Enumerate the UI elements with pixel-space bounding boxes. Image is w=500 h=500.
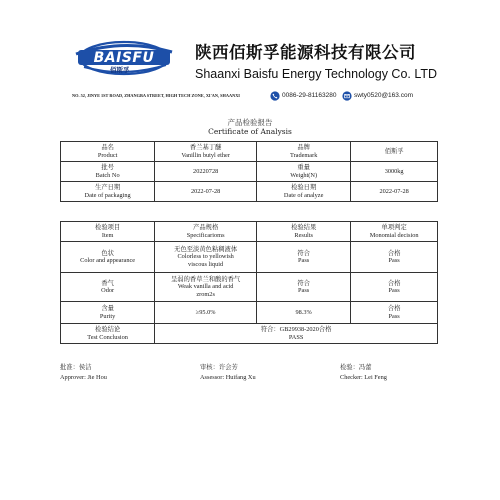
header-cn: 单项判定	[381, 224, 407, 232]
decision-cn: 合格	[387, 249, 401, 257]
assessor-en: Assessor: Huifang Xu	[200, 373, 256, 381]
spec-en: Colorless to yellowish	[177, 253, 234, 261]
label-cn: 检验日期	[291, 184, 317, 192]
result-en: Pass	[298, 287, 310, 294]
decision-en: Pass	[388, 257, 400, 264]
table-row	[61, 182, 438, 202]
product-label	[61, 142, 155, 162]
decision-en: Pass	[388, 312, 400, 320]
spec-cn: 无色至淡黄色粘稠液体	[174, 245, 238, 253]
header-item	[61, 222, 155, 242]
label-en: Product	[97, 151, 118, 159]
label-en: Trademark	[289, 151, 318, 159]
label-en: Weight(N)	[290, 171, 318, 179]
phone-icon	[270, 91, 280, 101]
report-title-en: Certificate of Analysis	[208, 127, 292, 136]
item-en: Odor	[101, 287, 115, 294]
result-cell	[257, 273, 351, 302]
spec-cn: 呈弱的香草兰和酸的香气	[171, 275, 241, 283]
label-cn: 品牌	[297, 144, 310, 152]
value-cn: 香兰基丁醚	[189, 144, 222, 152]
weight-value: 3000kg	[351, 162, 438, 182]
spec-cell: ≥95.0%	[155, 302, 257, 324]
decision-en: Pass	[388, 287, 400, 294]
contact-bar	[72, 89, 422, 103]
spec-en: Weak vanilla and acid	[177, 283, 234, 291]
item-en: Color and appearance	[80, 257, 136, 264]
company-name-en: Shaanxi Baisfu Energy Technology Co. LTD	[195, 67, 438, 81]
value-en: PASS	[288, 333, 304, 341]
packaging-date-value: 2022-07-28	[155, 182, 257, 202]
header-spec	[155, 222, 257, 242]
table-row	[61, 162, 438, 182]
decision-cell	[351, 242, 438, 273]
label-en: Test Conclusion	[87, 333, 128, 341]
item-cn: 香气	[101, 279, 114, 287]
report-title-cn: 产品检验报告	[227, 118, 273, 127]
header-decision	[351, 222, 438, 242]
table-row	[61, 302, 438, 324]
table-header-row	[61, 222, 438, 242]
header-cn: 检验项目	[95, 224, 121, 232]
result-cn: 符合	[297, 279, 310, 287]
checker-cn: 检验：冯蕾	[340, 364, 372, 371]
trademark-value: 佰斯孚	[351, 142, 438, 162]
label-en: Batch No	[95, 171, 120, 179]
email-icon	[342, 91, 352, 101]
approver-en: Approver: Jie Hou	[60, 373, 107, 381]
table-row	[61, 242, 438, 273]
checker-signature	[340, 363, 387, 382]
item-cell	[61, 242, 155, 273]
packaging-date-label	[61, 182, 155, 202]
logo-brand: BAISFU	[93, 50, 155, 66]
value-cn: 符合：GB29938-2020合格	[260, 326, 332, 334]
item-cn: 含量	[101, 305, 114, 313]
value-en: Vanillin butyl ether	[181, 151, 230, 159]
header-results	[257, 222, 351, 242]
label-cn: 生产日期	[95, 184, 121, 192]
company-name-cn: 陕西佰斯孚能源科技有限公司	[195, 43, 416, 62]
batch-label	[61, 162, 155, 182]
label-cn: 重量	[297, 164, 310, 172]
product-info-table	[60, 141, 438, 202]
result-en: Pass	[298, 257, 310, 264]
result-cn: 符合	[297, 249, 310, 257]
product-value	[155, 142, 257, 162]
label-cn: 检验结论	[95, 326, 121, 334]
approver-cn: 批准：侯洁	[60, 364, 92, 371]
label-en: Date of packaging	[84, 191, 131, 199]
header-cn: 检验结果	[291, 224, 317, 232]
result-cell	[257, 242, 351, 273]
label-cn: 批号	[101, 164, 114, 172]
assessor-cn: 审核：许会芳	[200, 364, 238, 371]
header-cn: 产品规格	[193, 224, 219, 232]
item-cell	[61, 302, 155, 324]
address: NO. 52, JINYE 1ST ROAD, ZHANGBA STREET, HIGH TECH ZONE, XI'AN, SHAANXI	[72, 93, 240, 98]
header-en: Monomial decision	[369, 231, 419, 239]
label-en: Date of analyze	[283, 191, 324, 199]
spec-cell	[155, 242, 257, 273]
approver-signature	[60, 363, 107, 382]
checker-en: Checker: Lei Feng	[340, 373, 387, 381]
label-cn: 品名	[101, 144, 114, 152]
table-row	[61, 273, 438, 302]
header-en: Results	[294, 231, 313, 239]
table-row	[61, 142, 438, 162]
result-cell: 98.3%	[257, 302, 351, 324]
logo-text	[70, 40, 178, 76]
email-address: swty0520@163.com	[354, 92, 413, 99]
item-en: Purity	[99, 312, 116, 320]
item-cn: 色状	[101, 249, 114, 257]
conclusion-label	[61, 324, 155, 344]
phone-number: 0086-29-81163280	[282, 92, 337, 99]
item-cell	[61, 273, 155, 302]
weight-label	[257, 162, 351, 182]
conclusion-row	[61, 324, 438, 344]
header-en: Item	[101, 231, 114, 239]
decision-cn: 合格	[387, 279, 401, 287]
spec-en: viscous liquid	[188, 260, 224, 268]
batch-value: 20220728	[155, 162, 257, 182]
decision-cell	[351, 273, 438, 302]
decision-cn: 合格	[387, 305, 401, 313]
analyze-date-label	[257, 182, 351, 202]
trademark-label	[257, 142, 351, 162]
header-en: Specificarioms	[186, 231, 225, 239]
decision-cell	[351, 302, 438, 324]
logo-cn: 佰斯孚	[110, 66, 130, 74]
conclusion-value	[155, 324, 438, 344]
analyze-date-value: 2022-07-28	[351, 182, 438, 202]
results-table	[60, 221, 438, 344]
spec-cell	[155, 273, 257, 302]
spec-en: zrom2s	[196, 290, 215, 298]
assessor-signature	[200, 363, 256, 382]
